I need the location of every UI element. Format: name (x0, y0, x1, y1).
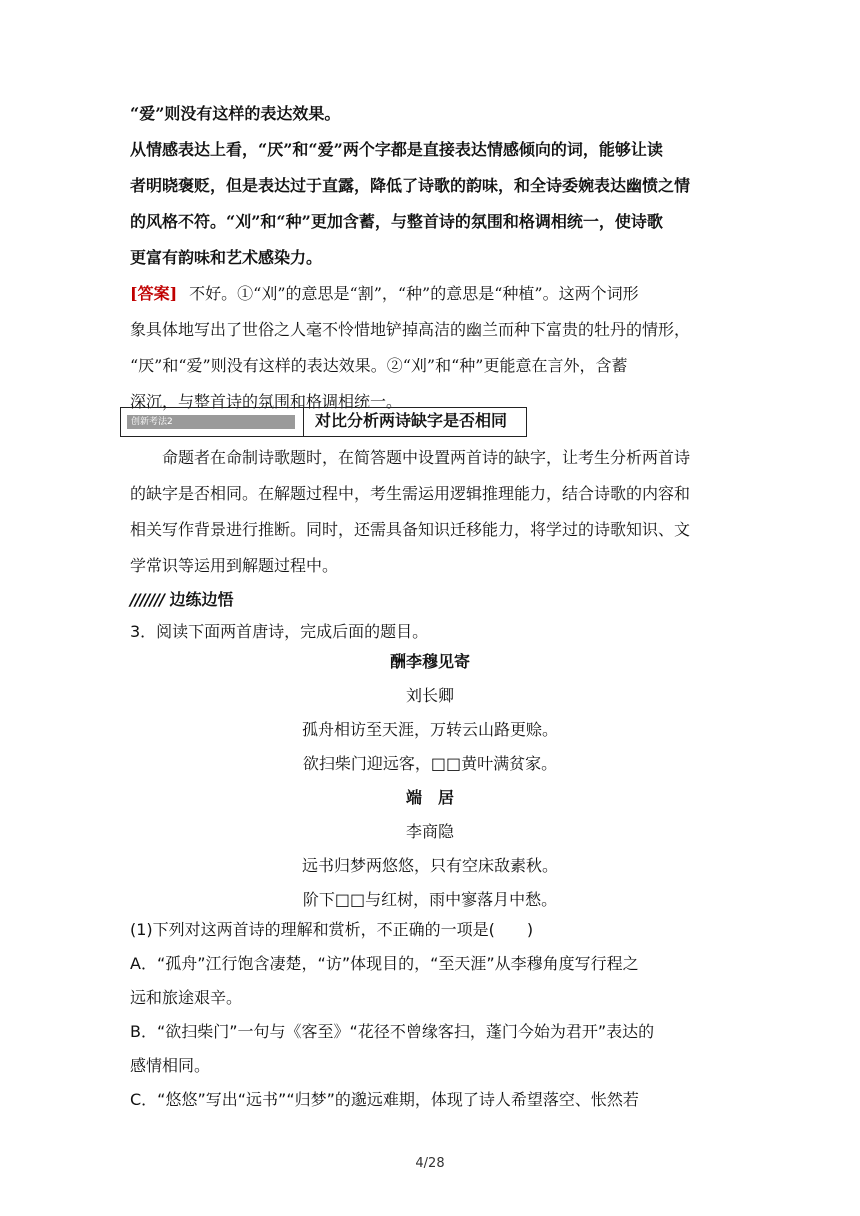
text-line: 的风格不符。“刈”和“种”更加含蓄，与整首诗的氛围和格调相统一，使诗歌 (130, 212, 663, 231)
text-line: 更富有韵味和艺术感染力。 (130, 248, 323, 267)
option-line: C．“悠悠”写出“远书”“归梦”的邈远难期，体现了诗人希望落空、怅然若 (130, 1090, 639, 1109)
text-line: 者明晓褒贬，但是表达过于直露，降低了诗歌的韵味，和全诗委婉表达幽愤之情 (130, 176, 691, 195)
section-tag: 创新考法2 (127, 415, 295, 429)
poem-title: 端 居 (405, 788, 454, 807)
text-line: “爱”则没有这样的表达效果。 (130, 104, 341, 123)
poem-line: 远书归梦两悠悠，只有空床敌素秋。 (301, 856, 558, 875)
option-line: B．“欲扫柴门”一句与《客至》“花径不曾缘客扫，蓬门今始为君开”表达的 (130, 1022, 655, 1041)
section-title: 对比分析两诗缺字是否相同 (315, 411, 508, 430)
practice-label: 边练边悟 (169, 590, 234, 609)
poem-line: 阶下□□与红树，雨中寥落月中愁。 (302, 890, 558, 909)
option-line: A．“孤舟”江行饱含凄楚，“访”体现目的，“至天涯”从李穆角度写行程之 (130, 954, 639, 973)
practice-heading (130, 590, 732, 610)
slash-decoration: /////// (130, 590, 164, 609)
poem-author: 刘长卿 (405, 686, 454, 705)
poem-title: 酬李穆见寄 (389, 652, 470, 671)
option-line: 远和旅途艰辛。 (130, 988, 243, 1007)
answer-line: “厌”和“爱”则没有这样的表达效果。②“刈”和“种”更能意在言外，含蓄 (130, 356, 628, 375)
answer-text: 不好。①“刈”的意思是“割”，“种”的意思是“种植”。这两个词形 (189, 284, 639, 303)
poem-line: 孤舟相访至天涯，万转云山路更赊。 (301, 720, 558, 739)
poem-line: 欲扫柴门迎远客，□□黄叶满贫家。 (302, 754, 558, 773)
intro-line: 相关写作背景进行推断。同时，还需具备知识迁移能力，将学过的诗歌知识、文 (130, 520, 691, 539)
intro-line: 学常识等运用到解题过程中。 (130, 556, 339, 575)
page-number: 4/28 (415, 1156, 445, 1171)
text-line: 从情感表达上看，“厌”和“爱”两个字都是直接表达情感倾向的词，能够让读 (130, 140, 663, 159)
intro-line: 的缺字是否相同。在解题过程中，考生需运用逻辑推理能力，结合诗歌的内容和 (130, 484, 691, 503)
answer-tag: [答案] (130, 284, 178, 303)
question-text: 3．阅读下面两首唐诗，完成后面的题目。 (130, 622, 429, 641)
sub-question: (1)下列对这两首诗的理解和赏析，不正确的一项是( ) (130, 920, 534, 939)
intro-line: 命题者在命制诗歌题时，在简答题中设置两首诗的缺字，让考生分析两首诗 (162, 448, 691, 467)
section-header (120, 407, 527, 437)
poem-author: 李商隐 (405, 822, 454, 841)
answer-line: 象具体地写出了世俗之人毫不怜惜地铲掉高洁的幽兰而种下富贵的牡丹的情形， (130, 320, 691, 339)
option-line: 感情相同。 (130, 1056, 211, 1075)
answer-line (130, 284, 732, 304)
answer-line: 深沉，与整首诗的氛围和格调相统一。 (130, 392, 403, 411)
